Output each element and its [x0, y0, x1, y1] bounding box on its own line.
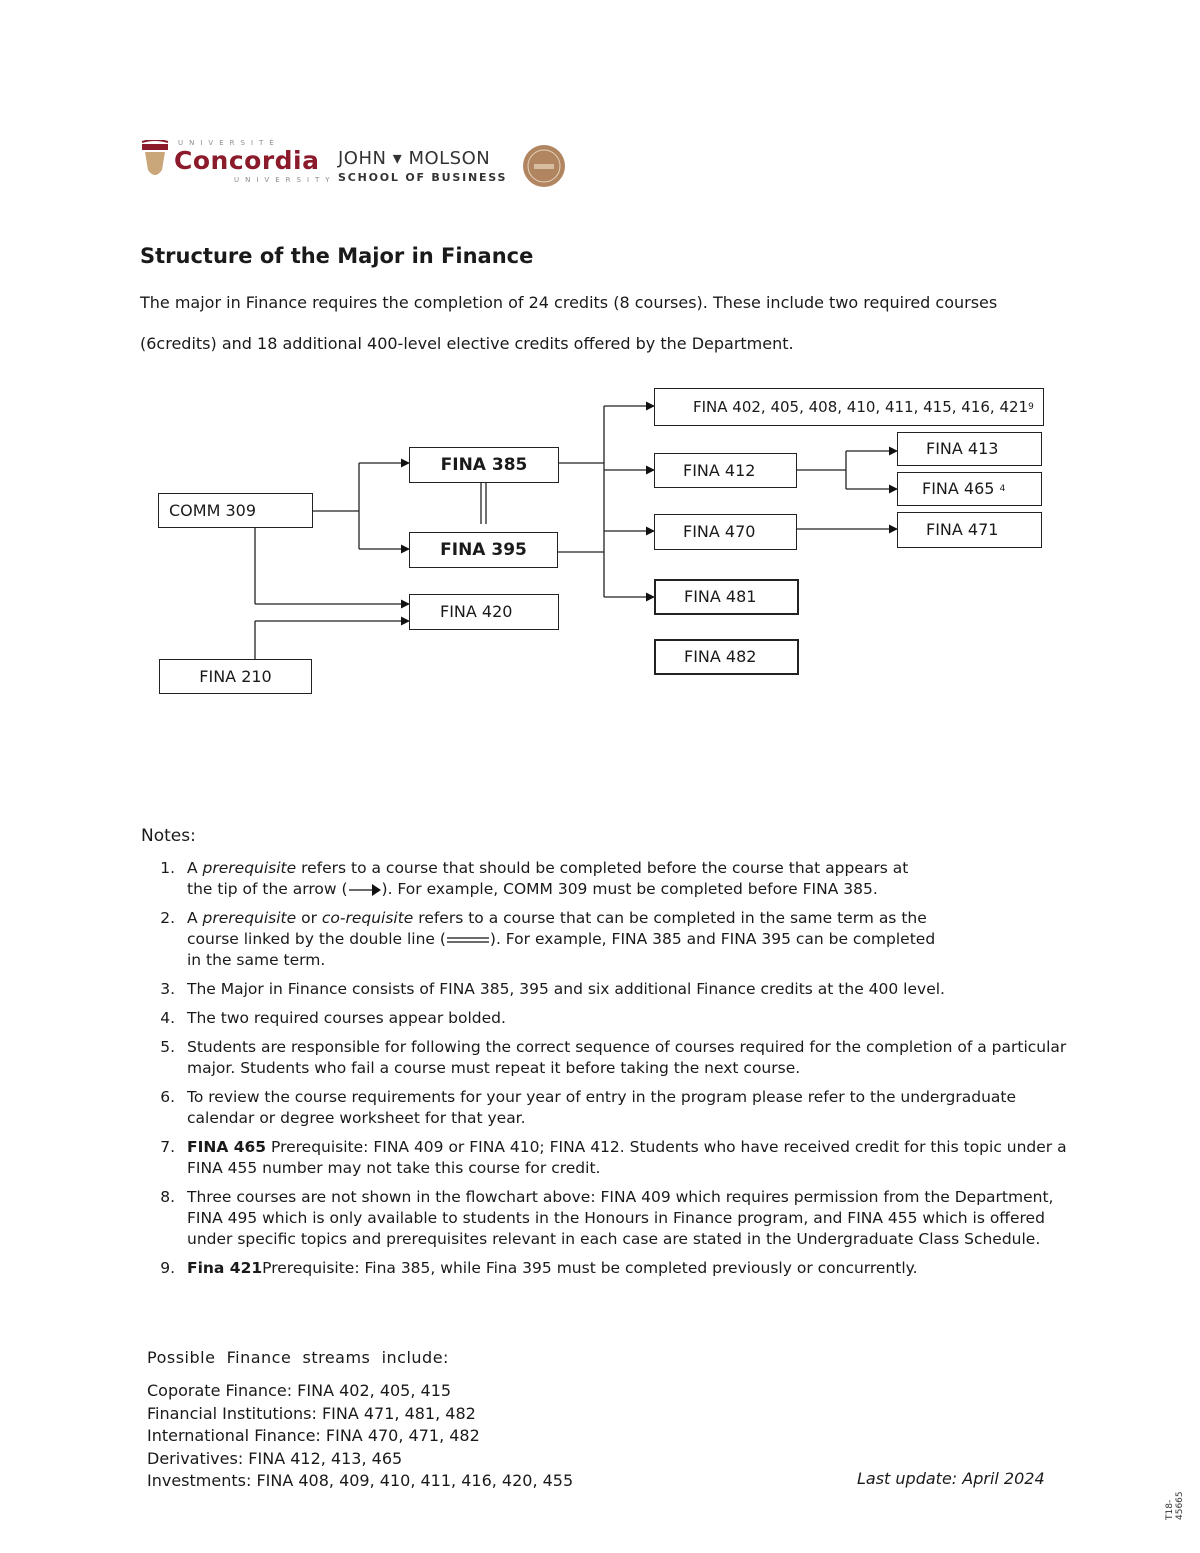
- note-text-part: in the same term.: [187, 951, 326, 969]
- streams-heading: Possible Finance streams include:: [147, 1348, 449, 1367]
- footnote-ref: 9: [1028, 401, 1034, 412]
- note-item: [140, 1087, 1070, 1129]
- note-emphasis: co-requisite: [321, 909, 414, 927]
- note-text-part: refers to a course that can be completed in the same term as the: [413, 909, 927, 927]
- course-label: COMM 309: [169, 500, 256, 520]
- stream-item: Coporate Finance: FINA 402, 405, 415: [147, 1381, 452, 1400]
- note-number: 2.: [160, 909, 175, 927]
- course-box-fina385: [409, 447, 559, 483]
- course-box-fina412: [654, 453, 797, 488]
- school-of-business-wordmark: SCHOOL OF BUSINESS: [338, 171, 508, 184]
- note-number: 1.: [160, 859, 175, 877]
- course-box-fina470: [654, 514, 797, 550]
- note-text: Three courses are not shown in the flowchart above: FINA 409 which requires permission from the Department, FINA 495 which is only available to students in the Honours in Finance program, and FINA 455 which is offered under specific topics and prerequisites relevant in each case are stated in the Undergraduate Class Schedule.: [187, 1188, 1054, 1248]
- note-text: To review the course requirements for your year of entry in the program please refer to the undergraduate calendar or degree worksheet for that year.: [187, 1088, 1017, 1127]
- note-number: 7.: [160, 1138, 175, 1156]
- note-text-part: Prerequisite: Fina 385, while Fina 395 must be completed previously or concurrently.: [262, 1259, 918, 1277]
- note-item: [140, 1137, 1070, 1179]
- note-item: [140, 979, 1070, 1000]
- course-label: FINA 471: [926, 520, 999, 539]
- course-box-fina482: [654, 639, 799, 675]
- note-number: 5.: [160, 1038, 175, 1056]
- note-text: [187, 1137, 1070, 1179]
- course-label: FINA 395: [440, 539, 527, 560]
- intro-line-1: The major in Finance requires the completion of 24 credits (8 courses). These include two required courses: [140, 293, 998, 312]
- document-code: T18-45665: [1165, 1491, 1185, 1520]
- course-label: FINA 420: [440, 602, 513, 621]
- note-number: 8.: [160, 1188, 175, 1206]
- note-text-part: Prerequisite: FINA 409 or FINA 410; FINA 412. Students who have received credit for this topic under a FINA 455 number may not take this course for credit.: [187, 1138, 1067, 1177]
- course-label: FINA 482: [684, 647, 757, 666]
- concordia-university-en: UNIVERSITY: [234, 176, 336, 184]
- note-number: 6.: [160, 1088, 175, 1106]
- course-box-fina465: [897, 472, 1042, 506]
- note-text: The two required courses appear bolded.: [187, 1009, 506, 1027]
- concordia-university-fr: UNIVERSITÉ: [178, 139, 280, 147]
- course-label: FINA 413: [926, 439, 999, 458]
- flowchart-connectors: [0, 0, 1200, 720]
- note-text: [187, 1258, 1070, 1279]
- note-text-part: A: [187, 859, 203, 877]
- course-label: FINA 470: [683, 522, 756, 541]
- concordia-wordmark: Concordia: [174, 146, 320, 175]
- note-item: [140, 858, 1070, 900]
- notes-heading: Notes:: [141, 826, 196, 846]
- note-text: [187, 858, 1070, 900]
- course-box-fina395: [409, 532, 558, 568]
- stream-item: Financial Institutions: FINA 471, 481, 482: [147, 1403, 476, 1423]
- course-label: FINA 412: [683, 460, 756, 480]
- john-molson-wordmark: JOHN ▾ MOLSON: [338, 148, 491, 169]
- course-box-comm309: [158, 493, 313, 528]
- single-arrow-icon: [348, 883, 382, 897]
- note-item: [140, 908, 1070, 971]
- course-label: FINA 402, 405, 408, 410, 411, 415, 416, 421: [693, 397, 1029, 416]
- course-label: FINA 210: [199, 666, 272, 686]
- note-number: 3.: [160, 980, 175, 998]
- double-line-icon: [446, 935, 490, 945]
- intro-line-2: (6credits) and 18 additional 400-level elective credits offered by the Department.: [140, 334, 794, 353]
- note-bold: FINA 465: [187, 1138, 267, 1156]
- note-text: [187, 908, 1070, 971]
- last-update: Last update: April 2024: [857, 1469, 1045, 1488]
- note-bold: Fina 421: [187, 1259, 263, 1277]
- stream-item: Investments: FINA 408, 409, 410, 411, 416, 420, 455: [147, 1471, 574, 1490]
- course-label: FINA 465: [922, 479, 995, 498]
- note-text-part: ). For example, COMM 309 must be completed before FINA 385.: [381, 880, 878, 898]
- note-item: [140, 1037, 1070, 1079]
- streams-list: [147, 1380, 573, 1493]
- course-box-fina481: [654, 579, 799, 615]
- course-box-fina471: [897, 512, 1042, 548]
- stream-item: Derivatives: FINA 412, 413, 465: [147, 1448, 403, 1468]
- note-text-part: A: [187, 909, 203, 927]
- note-item: [140, 1258, 1070, 1279]
- note-emphasis: prerequisite: [202, 909, 297, 927]
- note-number: 4.: [160, 1009, 175, 1027]
- note-item: [140, 1187, 1070, 1250]
- note-emphasis: prerequisite: [202, 859, 297, 877]
- course-box-fina413: [897, 432, 1042, 466]
- notes-list: [140, 858, 1070, 1287]
- note-text: The Major in Finance consists of FINA 385, 395 and six additional Finance credits at the 400 level.: [187, 980, 945, 998]
- note-text-part: ). For example, FINA 385 and FINA 395 can be completed: [489, 930, 936, 948]
- note-text-part: the tip of the arrow (: [187, 880, 348, 898]
- course-box-fina-elective-group: [654, 388, 1044, 426]
- footnote-ref: 4: [999, 483, 1006, 494]
- course-box-fina210: [159, 659, 312, 694]
- course-box-fina420: [409, 594, 559, 630]
- stream-item: International Finance: FINA 470, 471, 482: [147, 1426, 480, 1445]
- course-label: FINA 481: [684, 587, 757, 606]
- note-item: [140, 1008, 1070, 1029]
- note-text: Students are responsible for following the correct sequence of courses required for the completion of a particular major. Students who fail a course must repeat it before taking the next course.: [187, 1038, 1067, 1077]
- page-title: Structure of the Major in Finance: [140, 244, 534, 268]
- note-text-part: course linked by the double line (: [187, 930, 446, 948]
- note-text-part: refers to a course that should be completed before the course that appears at: [296, 859, 909, 877]
- course-label: FINA 385: [440, 454, 528, 475]
- note-text-part: or: [296, 909, 322, 927]
- note-number: 9.: [160, 1259, 175, 1277]
